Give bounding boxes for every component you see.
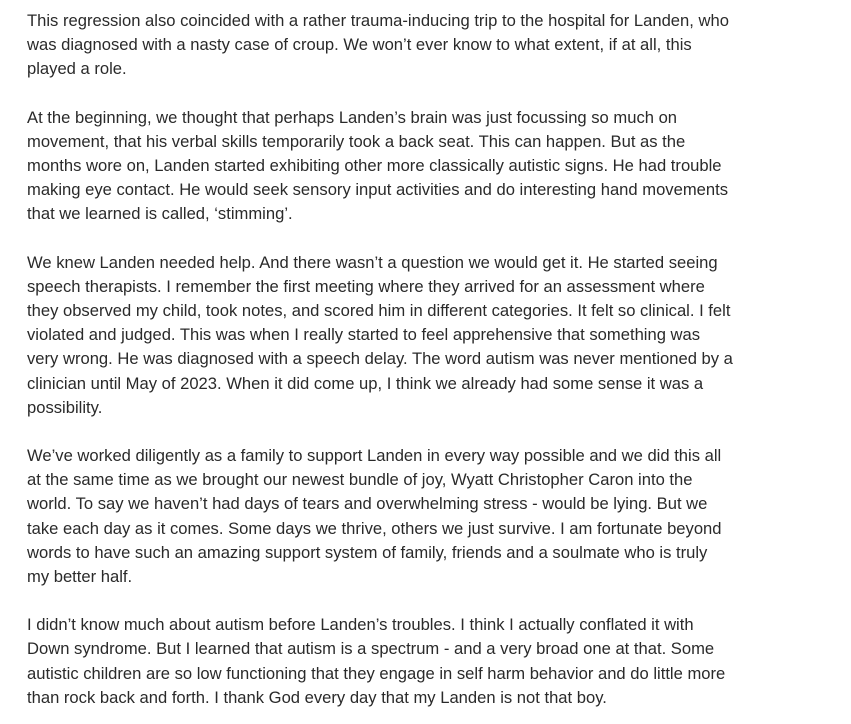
text-line: was diagnosed with a nasty case of croup. We won’t ever know to what extent, if at all, this — [27, 35, 692, 55]
text-line: This regression also coincided with a rather trauma-inducing trip to the hospital for Landen, who — [27, 11, 729, 30]
text-line: autistic children are so low functioning that they engage in self harm behavior and do little more — [27, 663, 726, 683]
text-line: We knew Landen needed help. And there wasn’t a question we would get it. He started seeing — [27, 252, 718, 272]
text-line: Down syndrome. But I learned that autism is a spectrum - and a very broad one at that. Some — [27, 639, 715, 659]
text-line: speech therapists. I remember the first meeting where they arrived for an assessment where — [27, 276, 705, 296]
text-line: At the beginning, we thought that perhaps Landen’s brain was just focussing so much on — [27, 107, 678, 127]
text-line: I didn’t know much about autism before Landen’s troubles. I think I actually conflated it with — [27, 615, 694, 635]
text-line: at the same time as we brought our newest bundle of joy, Wyatt Christopher Caron into the — [27, 470, 693, 490]
paragraph-beginning — [27, 106, 827, 227]
text-line: than rock back and forth. I thank God every day that my Landen is not that boy. — [27, 687, 607, 707]
text-line: they observed my child, took notes, and scored him in different categories. It felt so clinical. I felt — [27, 301, 731, 321]
paragraph-hospital-trip — [27, 9, 827, 82]
paragraph-autism-spectrum — [27, 613, 827, 710]
text-line: very wrong. He was diagnosed with a speech delay. The word autism was never mentioned by a — [27, 349, 733, 369]
paragraph-speech-therapy — [27, 251, 827, 420]
text-line: possibility. — [27, 397, 103, 417]
text-line: played a role. — [27, 59, 127, 79]
text-line: making eye contact. He would seek sensory input activities and do interesting hand movements — [27, 180, 729, 200]
text-line: world. To say we haven’t had days of tears and overwhelming stress - would be lying. But we — [27, 494, 708, 514]
text-line: violated and judged. This was when I really started to feel apprehensive that something was — [27, 325, 701, 345]
text-line: We’ve worked diligently as a family to support Landen in every way possible and we did this all — [27, 446, 722, 466]
text-line: words to have such an amazing support system of family, friends and a soulmate who is truly — [27, 542, 708, 562]
text-line: take each day as it comes. Some days we thrive, others we just survive. I am fortunate beyond — [27, 518, 722, 538]
text-line: movement, that his verbal skills temporarily took a back seat. This can happen. But as the — [27, 131, 686, 151]
text-line: clinician until May of 2023. When it did come up, I think we already had some sense it was a — [27, 373, 704, 393]
paragraph-family-support — [27, 444, 827, 589]
text-line: that we learned is called, ‘stimming’. — [27, 204, 293, 224]
text-line: my better half. — [27, 567, 133, 587]
text-line: months wore on, Landen started exhibiting other more classically autistic signs. He had trouble — [27, 156, 722, 176]
